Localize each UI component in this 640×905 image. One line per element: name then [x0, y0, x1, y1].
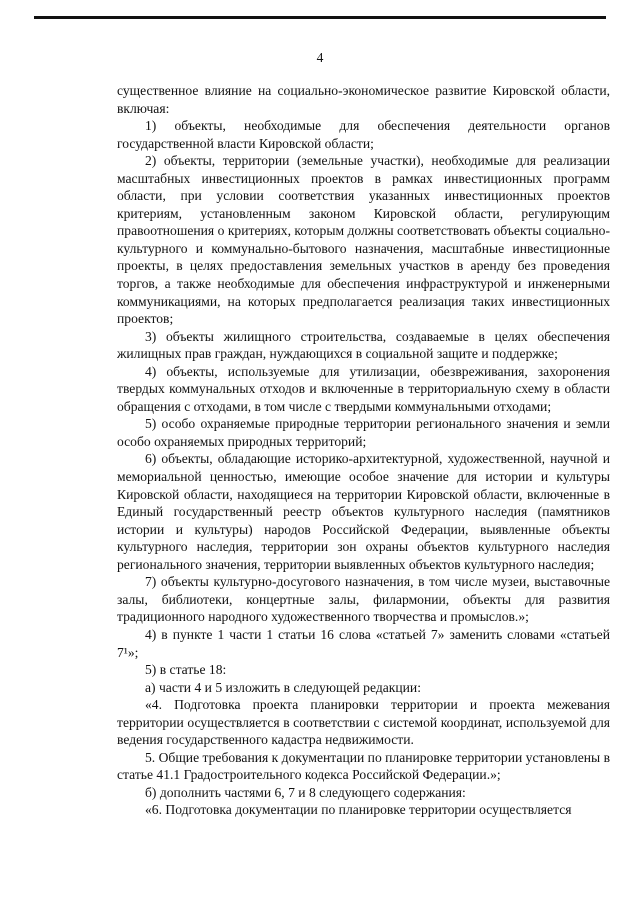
paragraph: б) дополнить частями 6, 7 и 8 следующего содержания:: [145, 784, 466, 800]
paragraph: «6. Подготовка документации по планировке территории осуществляется: [145, 802, 572, 818]
paragraph: «4. Подготовка проекта планировки территории и проекта межевания территории осуществляется в соответствии с системой координат, используемой для ведения государственного кадастра недвижимости.: [117, 697, 610, 748]
top-border-line: [34, 16, 606, 19]
paragraph: 2) объекты, территории (земельные участки), необходимые для реализации масштабных инвестиционных проектов в рамках инвестиционных программ области, при условии соответствия указанных инвестиционных проектов критериям, установленным законом Кировской области, регулирующим правоотношения о критериях, которым должны соответствовать объекты социально-культурного и коммунально-бытового назначения, масштабные инвестиционные проекты, в целях предоставления земельных участков в аренду без проведения торгов, а также необходимые для обеспечения инфраструктурой и инженерными коммуникациями, на которых предполагается реализация таких инвестиционных проектов;: [117, 153, 610, 327]
paragraph: 6) объекты, обладающие историко-архитектурной, художественной, научной и мемориальной ценностью, имеющие особое значение для истории и культуры Кировской области, находящиеся на территории Кировской области, включенные в Единый государственный реестр объектов культурного наследия (памятников истории и культуры) народов Российской Федерации, выявленные объекты культурного наследия, территории зон охраны объектов культурного наследия регионального значения, территории выявленных объектов культурного наследия;: [117, 451, 610, 572]
document-body: [117, 82, 610, 819]
paragraph: существенное влияние на социально-экономическое развитие Кировской области, включая:: [117, 83, 610, 116]
paragraph: 7) объекты культурно-досугового назначения, в том числе музеи, выставочные залы, библиотеки, концертные залы, филармонии, объекты для развития традиционного народного художественного творчества и промыслов.»;: [117, 574, 610, 625]
paragraph: а) части 4 и 5 изложить в следующей редакции:: [145, 679, 421, 695]
paragraph: 5) в статье 18:: [145, 662, 227, 678]
paragraph: 1) объекты, необходимые для обеспечения деятельности органов государственной власти Кировской области;: [117, 118, 610, 151]
paragraph: 4) в пункте 1 части 1 статьи 16 слова «статьей 7» заменить словами «статьей 7¹»;: [117, 626, 610, 660]
paragraph: 3) объекты жилищного строительства, создаваемые в целях обеспечения жилищных прав граждан, нуждающихся в социальной защите и поддержке;: [117, 328, 610, 362]
paragraph: 4) объекты, используемые для утилизации, обезвреживания, захоронения твердых коммунальных отходов и включенные в территориальную схему в области обращения с отходами, в том числе с твердыми коммунальными отходами;: [117, 363, 610, 414]
page-number: 4: [316, 50, 324, 65]
paragraph: 5) особо охраняемые природные территории регионального значения и земли особо охраняемых природных территорий;: [117, 416, 610, 449]
paragraph: 5. Общие требования к документации по планировке территории установлены в статье 41.1 Градостроительного кодекса Российской Федерации.»;: [117, 749, 610, 783]
